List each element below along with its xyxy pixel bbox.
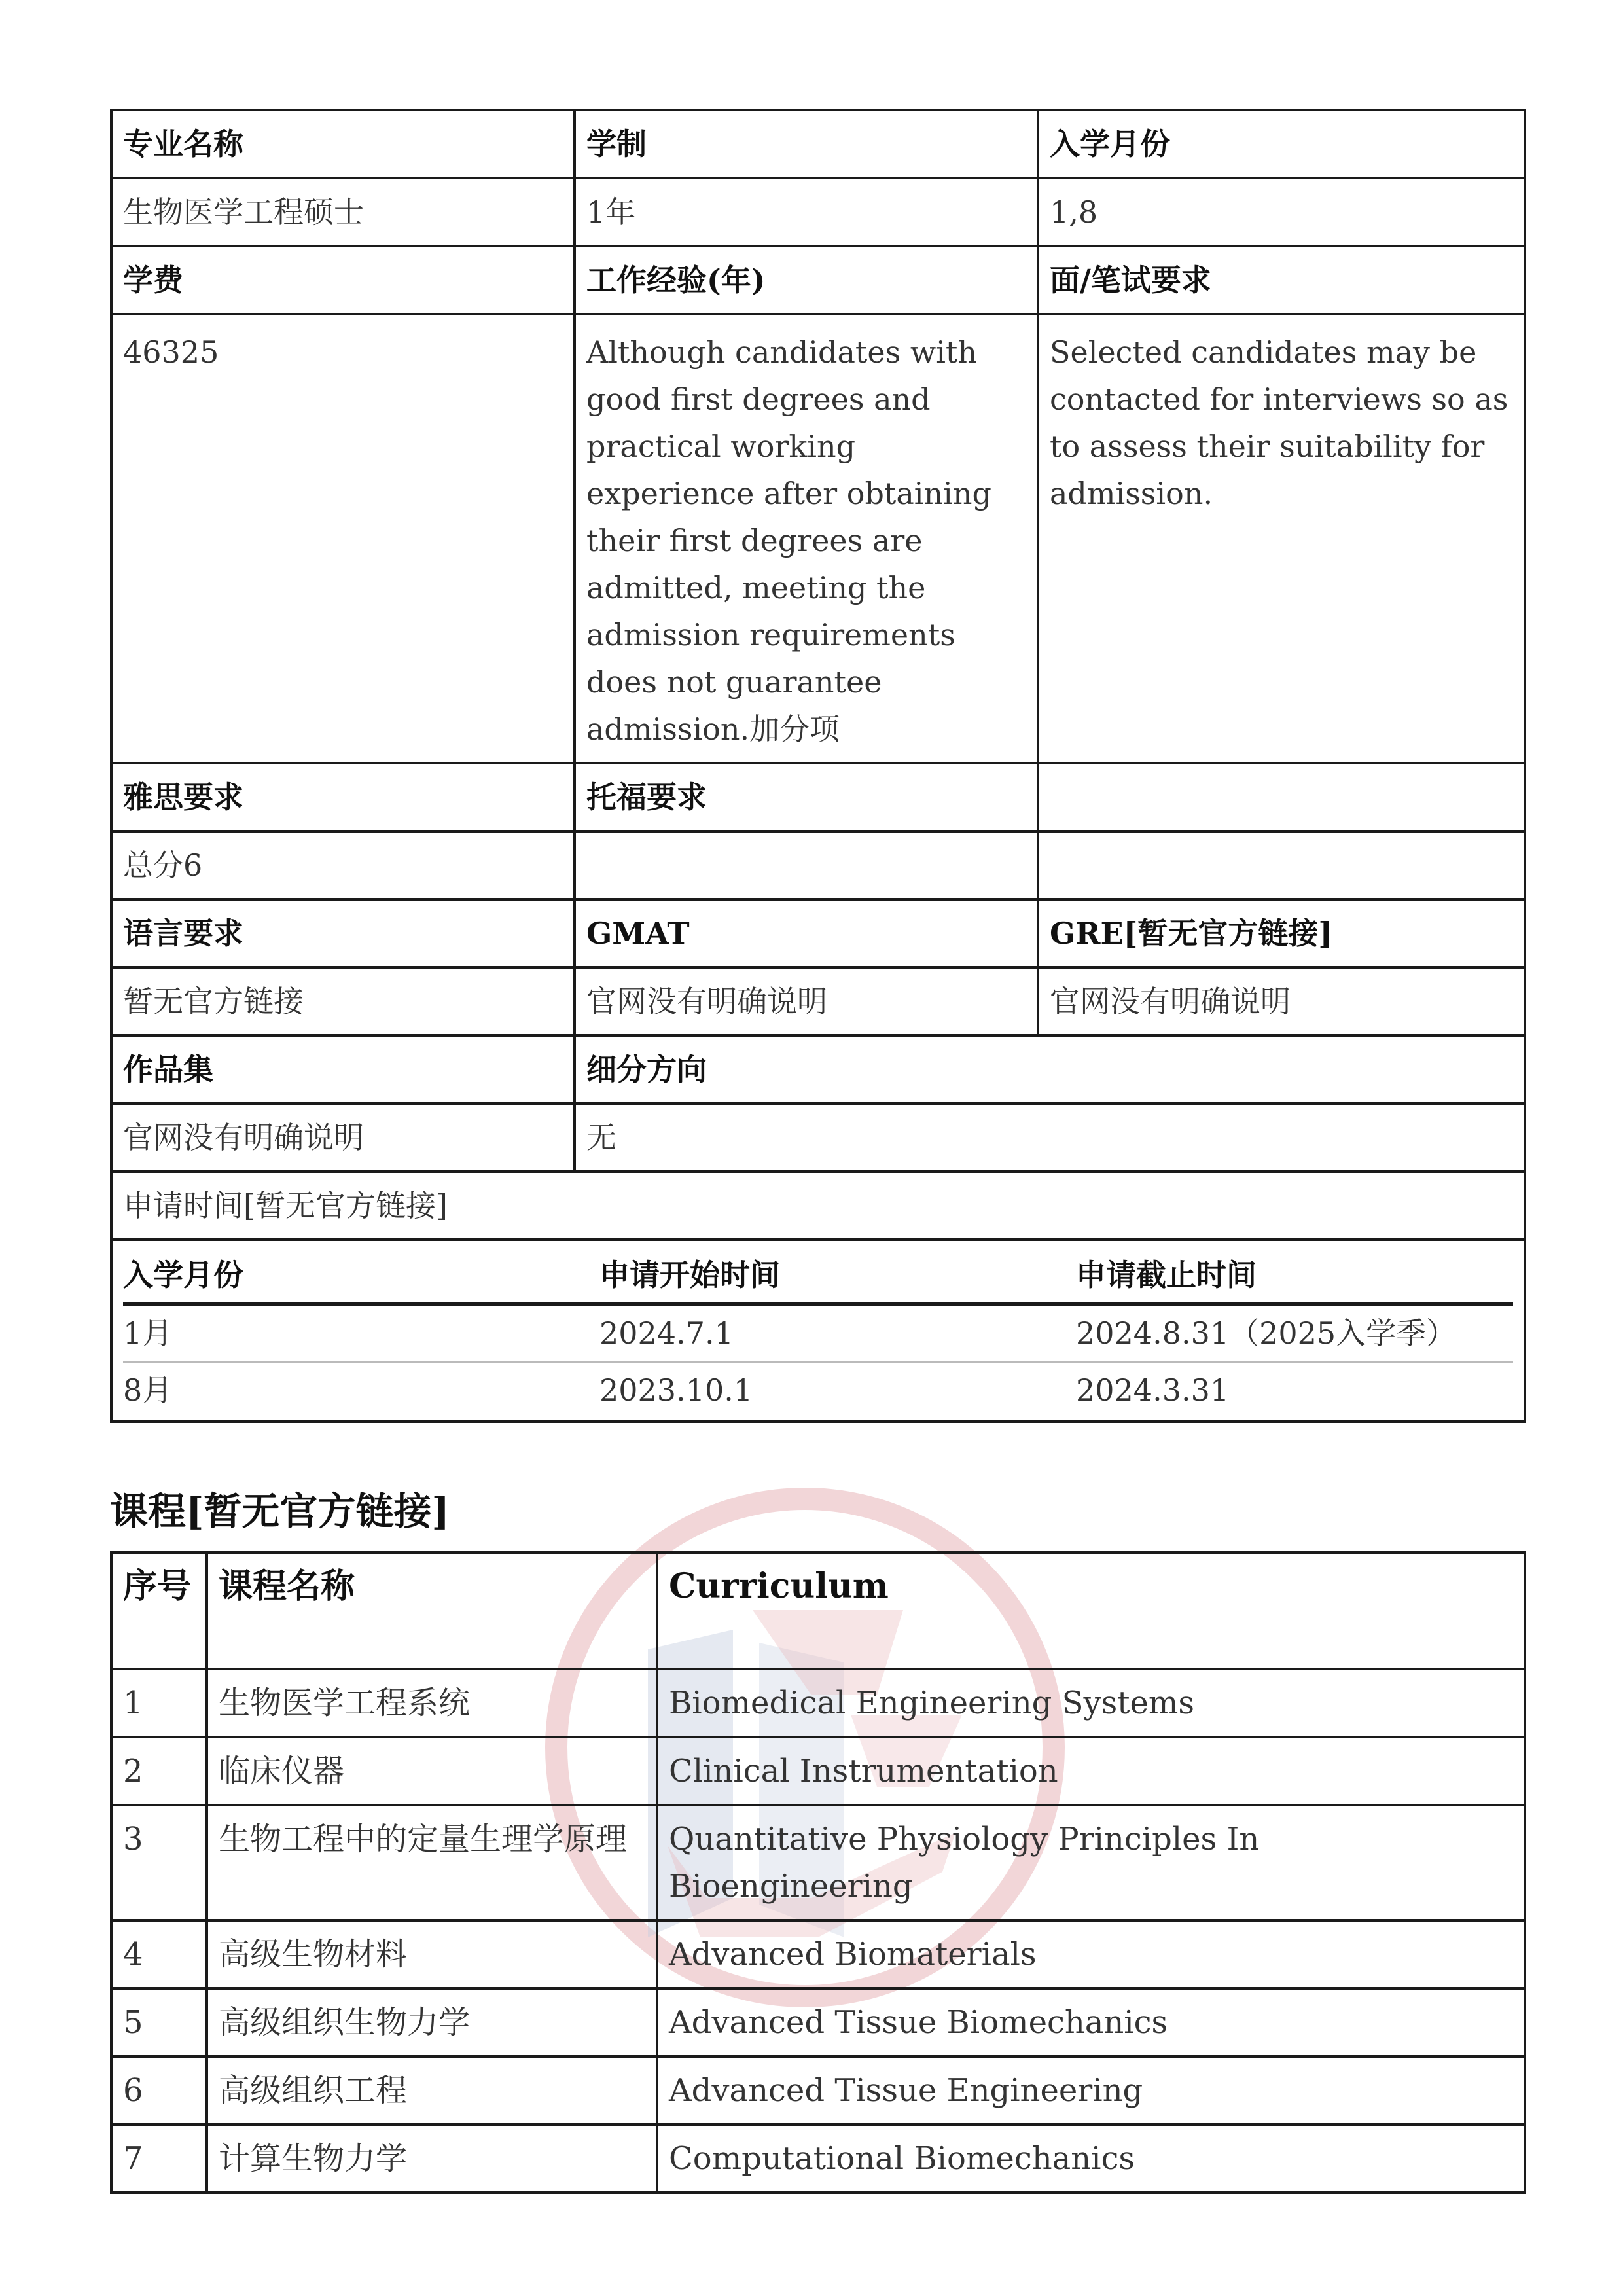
table-row [111,967,1525,1035]
toefl-label: 托福要求 [575,763,1038,831]
app-start: 2023.10.1 [599,1372,753,1408]
course-curriculum: Computational Biomechanics [657,2125,1525,2193]
course-curriculum: Quantitative Physiology Principles In Bioengineering [657,1805,1525,1920]
course-name: 高级组织工程 [207,2056,657,2125]
app-start: 2024.7.1 [599,1304,1076,1362]
table-row [111,1737,1525,1805]
curriculum-header: Curriculum [657,1552,1525,1669]
course-name: 临床仪器 [207,1737,657,1805]
intake-value: 1,8 [1038,178,1525,246]
direction-label: 细分方向 [575,1035,1525,1103]
table-row [123,1304,1513,1362]
table-row [111,110,1525,178]
course-index: 1 [111,1669,207,1737]
app-intake: 1月 [123,1304,599,1362]
app-end-header: 申请截止时间 [1076,1244,1513,1304]
table-row [111,178,1525,246]
table-row [111,1240,1525,1422]
table-row [111,1035,1525,1103]
work-experience-value: Although candidates with good first degrees and practical working experience after obtaining their first degrees are admitted, meeting the admission requirements does not guarantee admission.加分项 [575,314,1038,763]
course-index: 3 [111,1805,207,1920]
duration-label: 学制 [575,110,1038,178]
table-row [111,2056,1525,2125]
gre-value: 官网没有明确说明 [1038,967,1525,1035]
direction-value: 无 [575,1103,1525,1172]
app-start-header: 申请开始时间 [599,1244,1076,1304]
portfolio-label: 作品集 [111,1035,575,1103]
language-value: 暂无官方链接 [111,967,575,1035]
course-index: 7 [111,2125,207,2193]
course-name: 生物工程中的定量生理学原理 [207,1805,657,1920]
index-header: 序号 [111,1552,207,1669]
gmat-label: GMAT [575,899,1038,967]
course-index: 2 [111,1737,207,1805]
table-row [123,1362,1513,1418]
course-index: 5 [111,1988,207,2056]
major-label: 专业名称 [111,110,575,178]
table-row [111,1172,1525,1240]
app-end: 2024.8.31（2025入学季） [1076,1304,1513,1362]
course-name: 高级生物材料 [207,1920,657,1988]
toefl-value [575,831,1038,899]
table-row [111,1805,1525,1920]
work-experience-label: 工作经验(年) [575,246,1038,314]
course-curriculum: Advanced Tissue Biomechanics [657,1988,1525,2056]
table-row [111,246,1525,314]
language-label: 语言要求 [111,899,575,967]
table-row [111,1669,1525,1737]
ielts-value: 总分6 [111,831,575,899]
course-name: 高级组织生物力学 [207,1988,657,2056]
table-row [111,899,1525,967]
tuition-value: 46325 [111,314,575,763]
table-row [111,831,1525,899]
empty-cell [1038,763,1525,831]
table-row [111,1103,1525,1172]
course-curriculum: Clinical Instrumentation [657,1737,1525,1805]
empty-cell [1038,831,1525,899]
duration-value: 1年 [575,178,1038,246]
intake-label: 入学月份 [1038,110,1525,178]
interview-label: 面/笔试要求 [1038,246,1525,314]
table-row [123,1244,1513,1304]
course-name-header: 课程名称 [207,1552,657,1669]
table-row [111,314,1525,763]
courses-title: 课程[暂无官方链接] [110,1489,450,1534]
table-row [111,1988,1525,2056]
table-row [111,1920,1525,1988]
course-name: 计算生物力学 [207,2125,657,2193]
course-curriculum: Advanced Biomaterials [657,1920,1525,1988]
application-time-cell [111,1240,1525,1422]
app-intake: 8月 [123,1372,173,1408]
application-time-table [123,1244,1513,1418]
course-curriculum: Advanced Tissue Engineering [657,2056,1525,2125]
program-info-table [110,109,1526,1423]
courses-table [110,1551,1526,2194]
interview-value: Selected candidates may be contacted for interviews so as to assess their suitability for admission. [1038,314,1525,763]
table-row [111,763,1525,831]
app-end: 2024.3.31 [1076,1372,1230,1408]
application-time-title: 申请时间[暂无官方链接] [111,1172,1525,1240]
portfolio-value: 官网没有明确说明 [111,1103,575,1172]
course-name: 生物医学工程系统 [207,1669,657,1737]
major-value: 生物医学工程硕士 [111,178,575,246]
ielts-label: 雅思要求 [111,763,575,831]
gmat-value: 官网没有明确说明 [575,967,1038,1035]
tuition-label: 学费 [111,246,575,314]
course-curriculum: Biomedical Engineering Systems [657,1669,1525,1737]
gre-label: GRE[暂无官方链接] [1038,899,1525,967]
table-row [111,2125,1525,2193]
course-index: 6 [111,2056,207,2125]
course-index: 4 [111,1920,207,1988]
app-intake-header: 入学月份 [123,1244,599,1304]
table-row [111,1552,1525,1669]
